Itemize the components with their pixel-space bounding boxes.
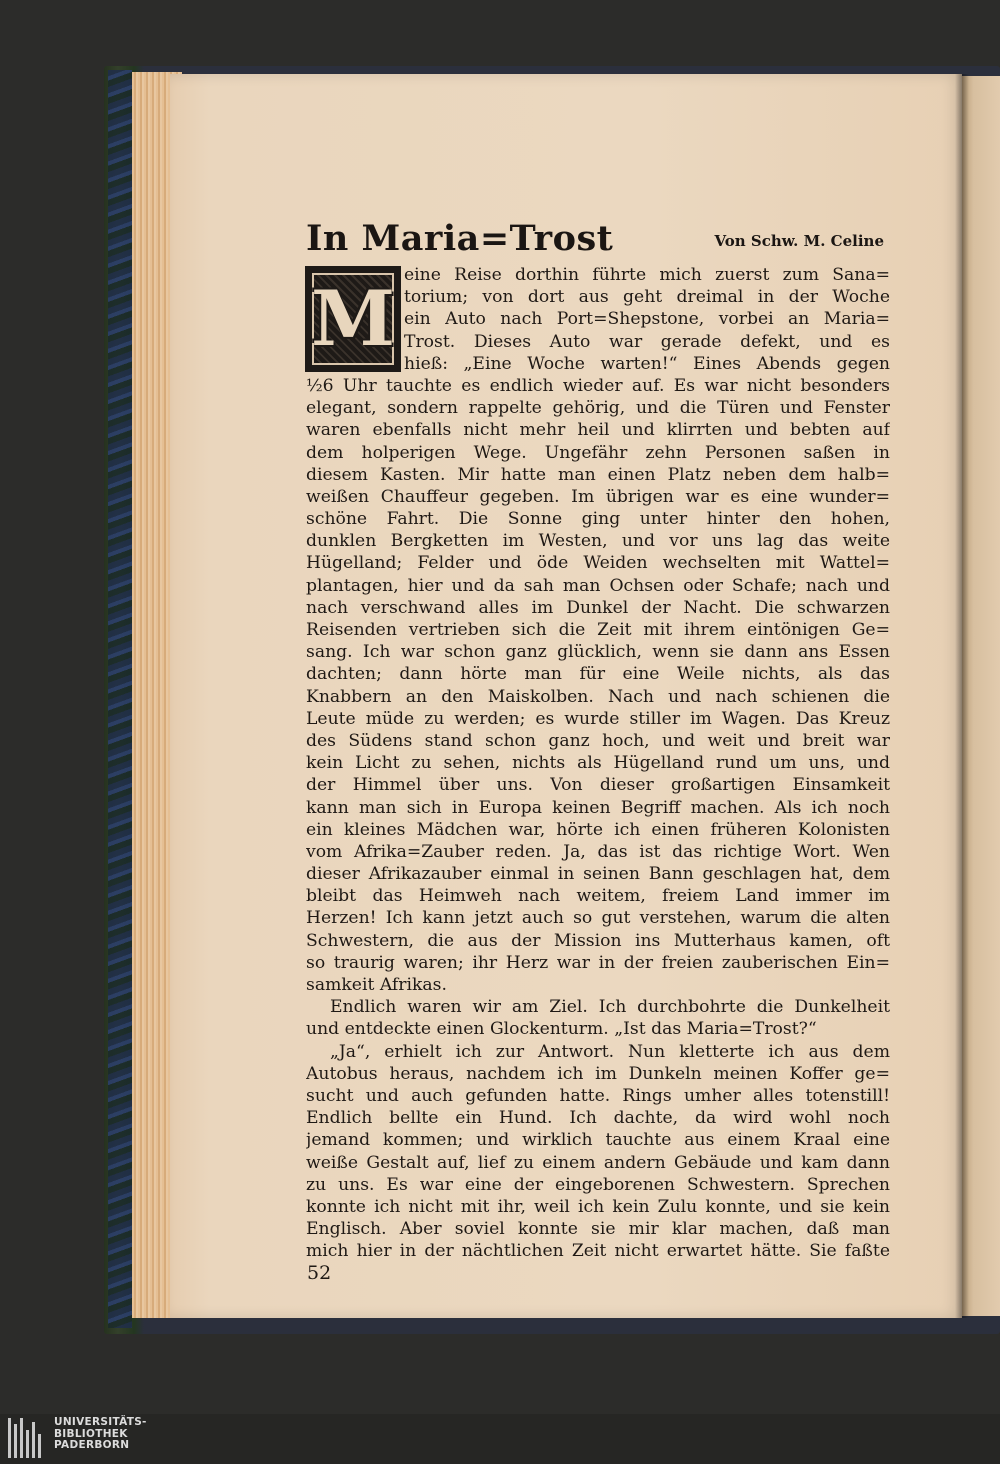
- text-line: zu uns. Es war eine der eingeborenen Schwestern. Sprechen: [306, 1174, 890, 1195]
- library-logo-icon: [8, 1418, 48, 1458]
- page-gutter: [955, 74, 969, 1318]
- page-number: 52: [307, 1262, 332, 1284]
- text-line: samkeit Afrikas.: [306, 975, 447, 995]
- library-footer: [0, 1414, 1000, 1464]
- text-line: sucht und auch gefunden hatte. Rings umher alles totenstill!: [306, 1085, 890, 1106]
- text-line: Leute müde zu werden; es wurde stiller im Wagen. Das Kreuz: [306, 708, 890, 729]
- text-line: Autobus heraus, nachdem ich im Dunkeln meinen Koffer ge=: [306, 1063, 890, 1084]
- text-line: Herzen! Ich kann jetzt auch so gut verstehen, warum die alten: [306, 908, 890, 929]
- text-line: Schwestern, die aus der Mission ins Mutterhaus kamen, oft: [306, 930, 890, 951]
- text-line: weiße Gestalt auf, lief zu einem andern Gebäude und kam dann: [306, 1152, 890, 1173]
- text-line: konnte ich nicht mit ihr, weil ich kein Zulu konnte, und sie kein: [306, 1196, 890, 1217]
- text-line: Endlich bellte ein Hund. Ich dachte, da wird wohl noch: [306, 1108, 890, 1129]
- drop-cap-letter: M: [310, 274, 396, 363]
- text-line: und entdeckte einen Glockenturm. „Ist das Maria=Trost?“: [306, 1019, 817, 1040]
- text-line: hieß: „Eine Woche warten!“ Eines Abends gegen: [404, 353, 890, 374]
- text-line: nach verschwand alles im Dunkel der Nacht. Die schwarzen: [306, 597, 890, 618]
- text-line: waren ebenfalls nicht mehr heil und klirrten und bebten auf: [306, 420, 890, 441]
- text-line: Hügelland; Felder und öde Weiden wechselten mit Wattel=: [306, 553, 890, 574]
- text-line: bleibt das Heimweh nach weitem, freiem Land immer im: [306, 886, 890, 907]
- text-line: ein Auto nach Port=Shepstone, vorbei an Maria=: [404, 309, 890, 330]
- text-line: dieser Afrikazauber einmal in seinen Bann geschlagen hat, dem: [306, 864, 890, 885]
- text-line: der Himmel über uns. Von dieser großartigen Einsamkeit: [306, 775, 890, 796]
- text-line: Trost. Dieses Auto war gerade defekt, und es: [404, 331, 890, 352]
- library-logo-text: [54, 1417, 147, 1452]
- text-line: dachten; dann hörte man für eine Weile nichts, als das: [306, 664, 890, 685]
- text-line: Knabbern an den Maiskolben. Nach und nach schienen die: [306, 686, 890, 707]
- text-line: Englisch. Aber soviel konnte sie mir klar machen, daß man: [306, 1219, 890, 1240]
- text-line: ½6 Uhr tauchte es endlich wieder auf. Es war nicht besonders: [306, 375, 890, 396]
- text-line: mich hier in der nächtlichen Zeit nicht erwartet hätte. Sie faßte: [306, 1241, 890, 1262]
- text-line: so traurig waren; ihr Herz war in der freien zauberischen Ein=: [306, 952, 890, 973]
- text-line: des Südens stand schon ganz hoch, und weit und breit war: [306, 730, 890, 751]
- text-line: kann man sich in Europa keinen Begriff machen. Als ich noch: [306, 797, 890, 818]
- text-line: schöne Fahrt. Die Sonne ging unter hinter den hohen,: [306, 509, 890, 530]
- text-line: torium; von dort aus geht dreimal in der Woche: [404, 287, 890, 308]
- article-byline: Von Schw. M. Celine: [714, 232, 884, 250]
- text-line: Endlich waren wir am Ziel. Ich durchbohrte die Dunkelheit: [330, 997, 890, 1018]
- text-line: dunklen Bergketten im Westen, und vor uns lag das weite: [306, 531, 890, 552]
- text-line: eine Reise dorthin führte mich zuerst zum Sana=: [404, 265, 890, 285]
- text-line: vom Afrika=Zauber reden. Ja, das ist das richtige Wort. Wen: [306, 841, 890, 862]
- text-line: kein Licht zu sehen, nichts als Hügelland rund um uns, und: [306, 753, 890, 774]
- text-line: dem holperigen Wege. Ungefähr zehn Personen saßen in: [306, 442, 890, 463]
- marbled-cover-edge: [108, 70, 132, 1328]
- article-body: [306, 264, 890, 1262]
- text-line: weißen Chauffeur gegeben. Im übrigen war es eine wunder=: [306, 486, 890, 507]
- text-line: ein kleines Mädchen war, hörte ich einen früheren Kolonisten: [306, 819, 890, 840]
- text-line: elegant, sondern rappelte gehörig, und die Türen und Fenster: [306, 398, 890, 419]
- text-line: sang. Ich war schon ganz glücklich, wenn sie dann ans Essen: [306, 642, 890, 663]
- library-logo-line1: UNIVERSITÄTS-: [54, 1416, 147, 1428]
- text-line: jemand kommen; und wirklich tauchte aus einem Kraal eine: [306, 1130, 890, 1151]
- text-line: plantagen, hier und da sah man Ochsen oder Schafe; nach und: [306, 575, 890, 596]
- text-line: „Ja“, erhielt ich zur Antwort. Nun kletterte ich aus dem: [330, 1041, 890, 1062]
- text-line: Reisenden vertrieben sich die Zeit mit ihrem eintönigen Ge=: [306, 620, 890, 640]
- library-logo-line3: PADERBORN: [54, 1439, 130, 1451]
- article-title: In Maria=Trost: [306, 218, 614, 259]
- library-logo-line2: BIBLIOTHEK: [54, 1427, 128, 1440]
- text-line: diesem Kasten. Mir hatte man einen Platz neben dem halb=: [306, 464, 890, 485]
